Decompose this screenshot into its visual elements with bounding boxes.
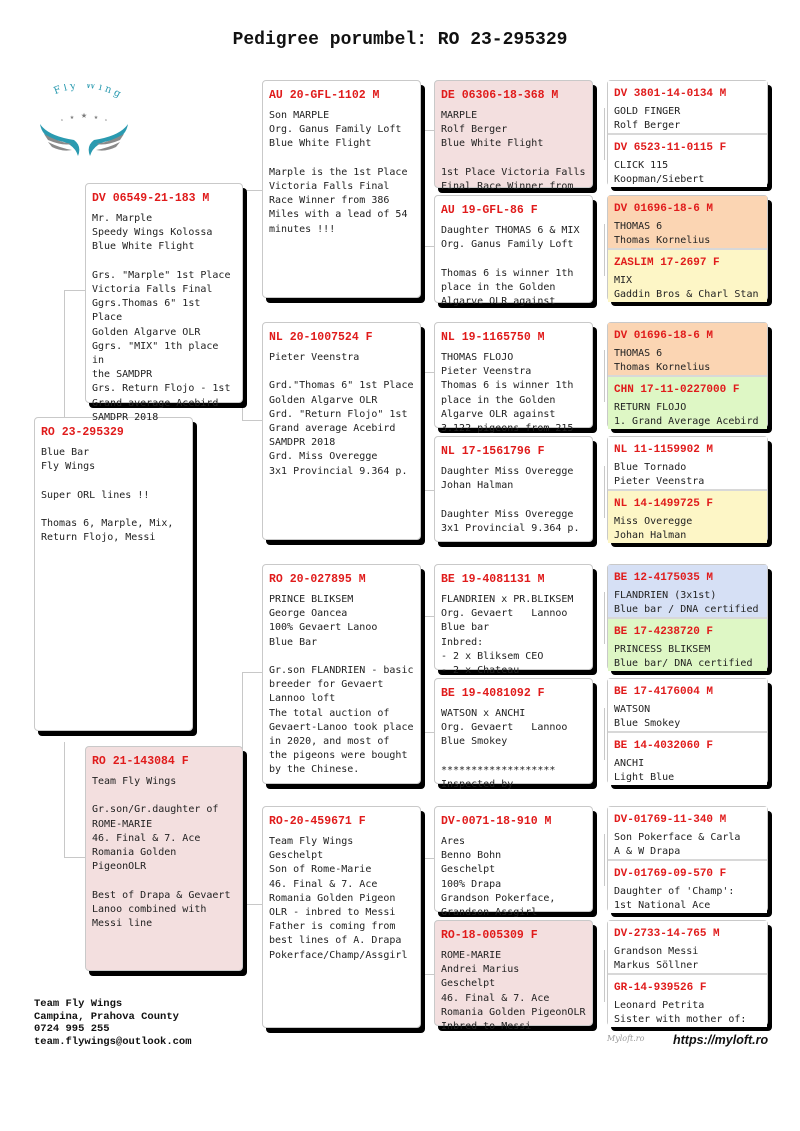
svg-text:★: ★ [60,117,64,122]
ring-number: DV 6523-11-0115 F [614,142,727,154]
gg-grandparent-entry[interactable] [608,323,767,375]
gg-grandparent-entry[interactable] [608,133,767,187]
ring-number: AU 19-GFL-86 F [441,204,538,217]
pigeon-details: Grandson Messi Markus Söllner [614,946,699,971]
grandparent-card[interactable] [262,806,421,1028]
connector-line [420,490,434,491]
pigeon-details: Team Fly Wings Gr.son/Gr.daughter of ROME-MARIE 46. Final & 7. Ace Romania Golden PigeonOLR Best of Drapa & Gevaert Lanoo combined with Messi line [92,776,231,930]
pigeon-details: GOLD FINGER Rolf Berger [614,106,681,131]
pigeon-details: THOMAS FLOJO Pieter Veenstra Thomas 6 is winner 1th place in the Golden Algarve OLR against 3.122 pigeons from 215 [441,352,574,435]
gg-grandparent-pair-card[interactable] [607,920,768,1026]
pigeon-details: Daughter Miss Overegge Johan Halman Daughter Miss Overegge 3x1 Provincial 9.364 p. [441,466,580,534]
connector-line [64,290,86,291]
dam-card[interactable] [85,746,243,971]
connector-line [420,732,434,733]
ring-number: NL 14-1499725 F [614,498,714,510]
pigeon-details: Leonard Petrita Sister with mother of: [614,1000,747,1025]
gg-grandparent-pair-card[interactable] [607,436,768,542]
ring-number: DV 01696-18-6 M [614,330,714,342]
sire-card[interactable] [85,183,243,423]
page-title: Pedigree porumbel: RO 23-295329 [232,30,568,50]
myloft-signature-logo: Myloft.ro [607,1034,645,1043]
gg-grandparent-pair-card[interactable] [607,195,768,301]
ring-number: RO 20-027895 M [269,573,366,586]
ring-number: CHN 17-11-0227000 F [614,384,740,396]
grandparent-card[interactable] [262,80,421,298]
great-grandparent-card[interactable] [434,678,593,791]
pigeon-details: FLANDRIEN (3x1st) Blue bar / DNA certified [614,590,759,615]
pigeon-details: Son MARPLE Org. Ganus Family Loft Blue White Flight Marple is the 1st Place Victoria Falls Final Race Winner from 386 Miles with a lead of 54 minutes !!! [269,110,408,235]
gg-grandparent-pair-card[interactable] [607,80,768,186]
connector-line [604,592,605,644]
connector-line [604,950,605,1002]
connector-line [604,834,605,886]
connector-line [242,190,262,191]
pigeon-details: CLICK 115 Koopman/Siebert [614,160,705,185]
gg-grandparent-entry[interactable] [608,196,767,248]
gg-grandparent-pair-card[interactable] [607,678,768,784]
pigeon-details: PRINCESS BLIKSEM Blue bar/ DNA certified [614,644,753,669]
pigeon-details: Mr. Marple Speedy Wings Kolossa Blue White Flight Grs. "Marple" 1st Place Victoria Falls Final Ggrs.Thomas 6" 1st Place Golden Algarve OLR Ggrs. "MIX" 1th place in the SAMDPR Grs. Return Flojo - 1st Grand average Acebird SAMDPR 2018 [92,213,231,423]
owner-name: Team Fly Wings [34,998,123,1010]
gg-grandparent-pair-card[interactable] [607,806,768,912]
gg-grandparent-entry[interactable] [608,921,767,973]
ring-number: DV 3801-14-0134 M [614,88,727,100]
gg-grandparent-entry[interactable] [608,679,767,731]
gg-grandparent-entry[interactable] [608,248,767,302]
ring-number: NL 11-1159902 M [614,444,714,456]
ring-number: BE 17-4238720 F [614,626,714,638]
ring-number: NL 19-1165750 M [441,331,545,344]
pigeon-details: ROME-MARIE Andrei Marius Geschelpt 46. Final & 7. Ace Romania Golden PigeonOLR Inbred to Messi [441,950,586,1033]
gg-grandparent-entry[interactable] [608,81,767,133]
svg-text:★: ★ [93,113,99,121]
ring-number: BE 17-4176004 M [614,686,714,698]
grandparent-card[interactable] [262,322,421,540]
connector-line [242,672,262,673]
pigeon-details: Team Fly Wings Geschelpt Son of Rome-Marie 46. Final & 7. Ace Romania Golden Pigeon OLR - inbred to Messi Father is coming from best lines of A. Drapa Pokerface/Champ/Assgirl [269,836,408,961]
ring-number: DV-0071-18-910 M [441,815,552,828]
ring-number: GR-14-939526 F [614,982,707,994]
connector-line [242,904,262,905]
ring-number: ZASLIM 17-2697 F [614,257,720,269]
ring-number: NL 20-1007524 F [269,331,373,344]
pigeon-details: Blue Tornado Pieter Veenstra [614,462,705,487]
connector-line [420,974,434,975]
great-grandparent-card[interactable] [434,322,593,435]
ring-number: DV-01769-09-570 F [614,868,727,880]
pigeon-details: WATSON Blue Smokey [614,704,681,729]
great-grandparent-card[interactable] [434,80,593,193]
fly-wings-logo-icon [34,84,134,164]
gg-grandparent-entry[interactable] [608,565,767,617]
ring-number: DV-01769-11-340 M [614,814,727,826]
gg-grandparent-entry[interactable] [608,859,767,913]
gg-grandparent-entry[interactable] [608,617,767,671]
ring-number: NL 17-1561796 F [441,445,545,458]
pigeon-details: MIX Gaddin Bros & Charl Stan [614,275,759,300]
grandparent-card[interactable] [262,564,421,784]
owner-email[interactable]: team.flywings@outlook.com [34,1035,192,1048]
pigeon-details: MARPLE Rolf Berger Blue White Flight 1st Place Victoria Falls Final Race Winner from [441,110,586,193]
gg-grandparent-entry[interactable] [608,437,767,489]
ring-number: RO 23-295329 [41,426,124,439]
gg-grandparent-entry[interactable] [608,731,767,785]
ring-number: DV-2733-14-765 M [614,928,720,940]
pigeon-details: THOMAS 6 Thomas Kornelius [614,348,711,373]
great-grandparent-card[interactable] [434,436,593,542]
svg-text:Fly Wings: Fly Wing [52,84,126,102]
gg-grandparent-entry[interactable] [608,973,767,1027]
connector-line [420,858,434,859]
pigeon-details: WATSON x ANCHI Org. Gevaert Lannoo Blue Smokey ******************* Inspected by [441,708,568,791]
connector-line [420,372,434,373]
pigeon-details: FLANDRIEN x PR.BLIKSEM Org. Gevaert Lannoo Blue bar Inbred: - 2 x Bliksem CEO - 2 x Chateau [441,594,574,677]
ring-number: AU 20-GFL-1102 M [269,89,380,102]
connector-line [242,420,262,421]
pigeon-details: Miss Overegge Johan Halman [614,516,693,541]
contact-info [34,998,192,1048]
connector-line [604,708,605,760]
ring-number: RO 21-143084 F [92,755,189,768]
website-link[interactable]: https://myloft.ro [673,1033,769,1047]
connector-line [604,350,605,402]
connector-line [420,616,434,617]
connector-line [604,108,605,160]
ring-number: BE 12-4175035 M [614,572,714,584]
connector-line [64,742,65,857]
great-grandparent-card[interactable] [434,920,593,1033]
great-grandparent-card[interactable] [434,564,593,677]
svg-text:★: ★ [69,113,75,121]
pigeon-details: Son Pokerface & Carla A & W Drapa [614,832,741,857]
pigeon-details: Daughter of 'Champ': 1st National Ace [614,886,735,911]
pigeon-details: THOMAS 6 Thomas Kornelius [614,221,711,246]
connector-line [420,130,434,131]
pigeon-details: ANCHI Light Blue [614,758,675,783]
svg-text:★: ★ [80,110,88,121]
connector-line [64,857,86,858]
connector-line [420,246,434,247]
owner-phone[interactable]: 0724 995 255 [34,1023,110,1035]
ring-number: RO-18-005309 F [441,929,538,942]
gg-grandparent-pair-card[interactable] [607,564,768,670]
gg-grandparent-entry[interactable] [608,489,767,543]
pigeon-details: Daughter THOMAS 6 & MIX Org. Ganus Family Loft Thomas 6 is winner 1th place in the Golden Algarve OLR against [441,225,580,308]
ring-number: BE 19-4081092 F [441,687,545,700]
gg-grandparent-entry[interactable] [608,807,767,859]
pigeon-details: PRINCE BLIKSEM George Oancea 100% Gevaert Lanoo Blue Bar Gr.son FLANDRIEN - basic breeder for Gevaert Lannoo loft The total auction of Gevaert-Lanoo took place in 2020, and most of the pigeons were bought by the Chinese. [269,594,414,776]
pigeon-details: Ares Benno Bohn Geschelpt 100% Drapa Grandson Pokerface, Grandson Assgirl [441,836,556,919]
connector-line [64,290,65,418]
subject-card[interactable] [34,417,193,731]
ring-number: RO-20-459671 F [269,815,366,828]
pigeon-details: Pieter Veenstra Grd."Thomas 6" 1st Place Golden Algarve OLR Grd. "Return Flojo" 1st Grand average Acebird SAMDPR 2018 Grd. Miss Overegge 3x1 Provincial 9.364 p. [269,352,414,477]
connector-line [604,224,605,276]
svg-text:★: ★ [104,117,108,122]
pigeon-details: RETURN FLOJO 1. Grand Average Acebird [614,402,759,427]
great-grandparent-card[interactable] [434,806,593,919]
owner-location: Campina, Prahova County [34,1010,179,1023]
ring-number: DE 06306-18-368 M [441,89,559,102]
ring-number: DV 06549-21-183 M [92,192,210,205]
gg-grandparent-entry[interactable] [608,375,767,429]
ring-number: BE 14-4032060 F [614,740,714,752]
ring-number: DV 01696-18-6 M [614,203,714,215]
pigeon-details: Blue Bar Fly Wings Super ORL lines !! Thomas 6, Marple, Mix, Return Flojo, Messi [41,447,174,544]
great-grandparent-card[interactable] [434,195,593,308]
connector-line [604,466,605,518]
gg-grandparent-pair-card[interactable] [607,322,768,428]
ring-number: BE 19-4081131 M [441,573,545,586]
